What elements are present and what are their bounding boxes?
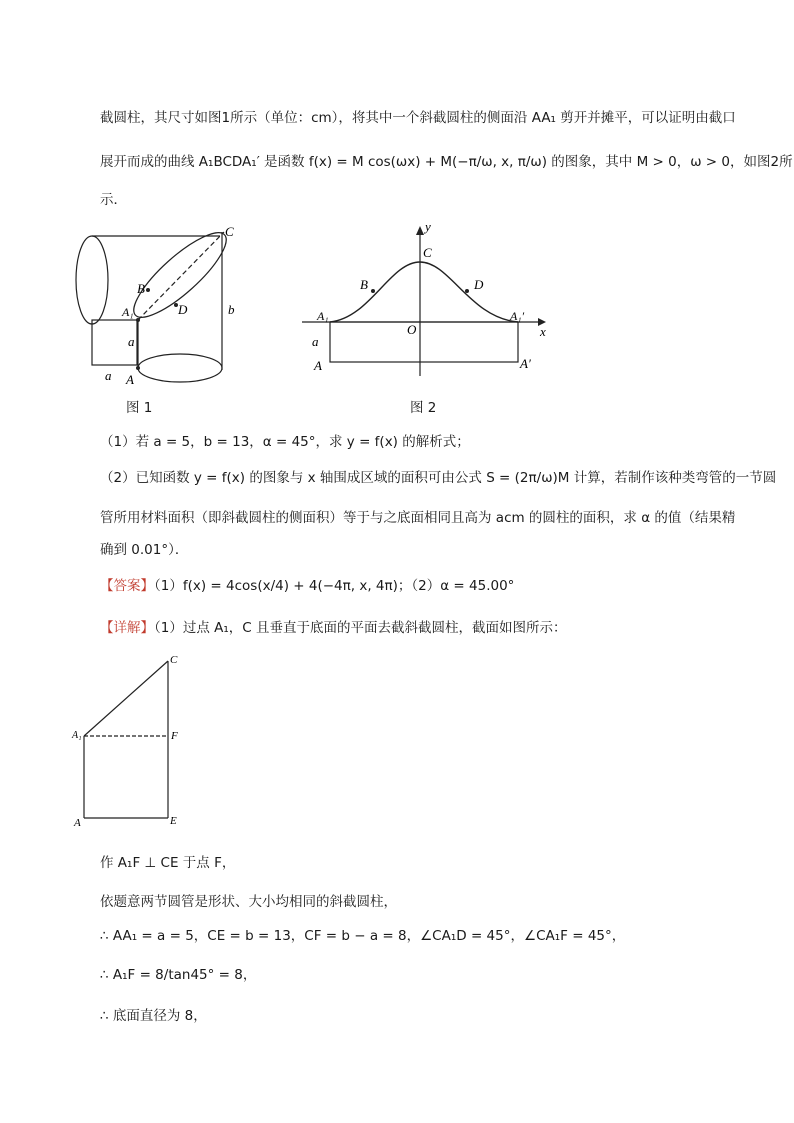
question-2-line-2: 管所用材料面积（即斜截圆柱的侧面积）等于与之底面相同且高为 acm 的圆柱的面积，求 α 的值（结果精 [100,510,736,526]
problem-line-3: 示． [100,192,127,208]
detail-line [100,616,567,636]
fig1-label-a2: a [105,368,112,383]
solution-step-4: ∴ A₁F = 8/tan45° = 8， [100,967,257,983]
fig3-label-E: E [170,815,177,827]
question-2-line-3: 确到 0.01°）． [100,542,189,558]
fig2-label-D: D [474,277,484,292]
fig1-label-a1: a [128,334,135,349]
question-2-line-1: （2）已知函数 y = f(x) 的图象与 x 轴围成区域的面积可由公式 S = (2π/ω)M 计算，若制作该种类弯管的一节圆 [100,470,777,486]
figure-1-caption: 图 1 [126,400,153,416]
fig2-label-B: B [360,277,368,292]
fig1-label-b: b [228,302,235,317]
fig2-label-a: a [312,334,319,349]
problem-line-1: 截圆柱，其尺寸如图1所示（单位：cm），将其中一个斜截圆柱的侧面沿 AA₁ 剪开并摊平，可以证明由截口 [100,110,736,126]
figure-3 [70,650,190,830]
fig3-label-A: A [74,817,81,829]
figure-2-caption: 图 2 [410,400,437,416]
detail-tag: 【详解】 [100,620,154,636]
detail-text: （1）过点 A₁，C 且垂直于底面的平面去截斜截圆柱，截面如图所示： [154,620,567,636]
fig3-label-F: F [171,730,178,742]
fig1-label-A1: A₁ [122,305,134,319]
question-1: （1）若 a = 5，b = 13，α = 45°，求 y = f(x) 的解析式； [100,434,470,450]
fig1-label-A: A [126,372,134,387]
figure-2 [296,218,558,383]
solution-step-3: ∴ AA₁ = a = 5，CE = b = 13，CF = b − a = 8，∠CA₁D = 45°，∠CA₁F = 45°， [100,928,626,944]
fig2-label-O: O [407,322,417,337]
fig2-label-C: C [423,245,432,260]
figure-1 [70,220,260,395]
fig2-label-Ap: A′ [520,356,531,371]
fig3-label-A1: A₁ [72,730,82,741]
fig2-label-y: y [425,219,431,234]
answer-tag: 【答案】 [100,578,154,594]
solution-step-1: 作 A₁F ⊥ CE 于点 F， [100,855,236,871]
fig2-label-A1: A₁ [317,309,329,323]
answer-text: （1）f(x) = 4cos(x/4) + 4(−4π, x, 4π)；（2）α = 45.00° [154,578,515,594]
fig2-label-A1p: A₁′ [510,309,525,323]
solution-step-5: ∴ 底面直径为 8， [100,1008,207,1024]
solution-step-2: 依题意两节圆管是形状、大小均相同的斜截圆柱， [100,894,397,910]
fig1-label-B: B [137,281,145,296]
fig1-label-C: C [225,224,234,239]
fig2-label-x: x [540,324,546,339]
answer-line [100,574,514,594]
fig3-label-C: C [170,654,178,666]
fig1-label-D: D [178,302,188,317]
problem-line-2: 展开而成的曲线 A₁BCDA₁′ 是函数 f(x) = M cos(ωx) + M(−π/ω, x, π/ω) 的图象，其中 M > 0，ω > 0，如图2所 [100,154,793,170]
fig2-label-A: A [314,358,322,373]
